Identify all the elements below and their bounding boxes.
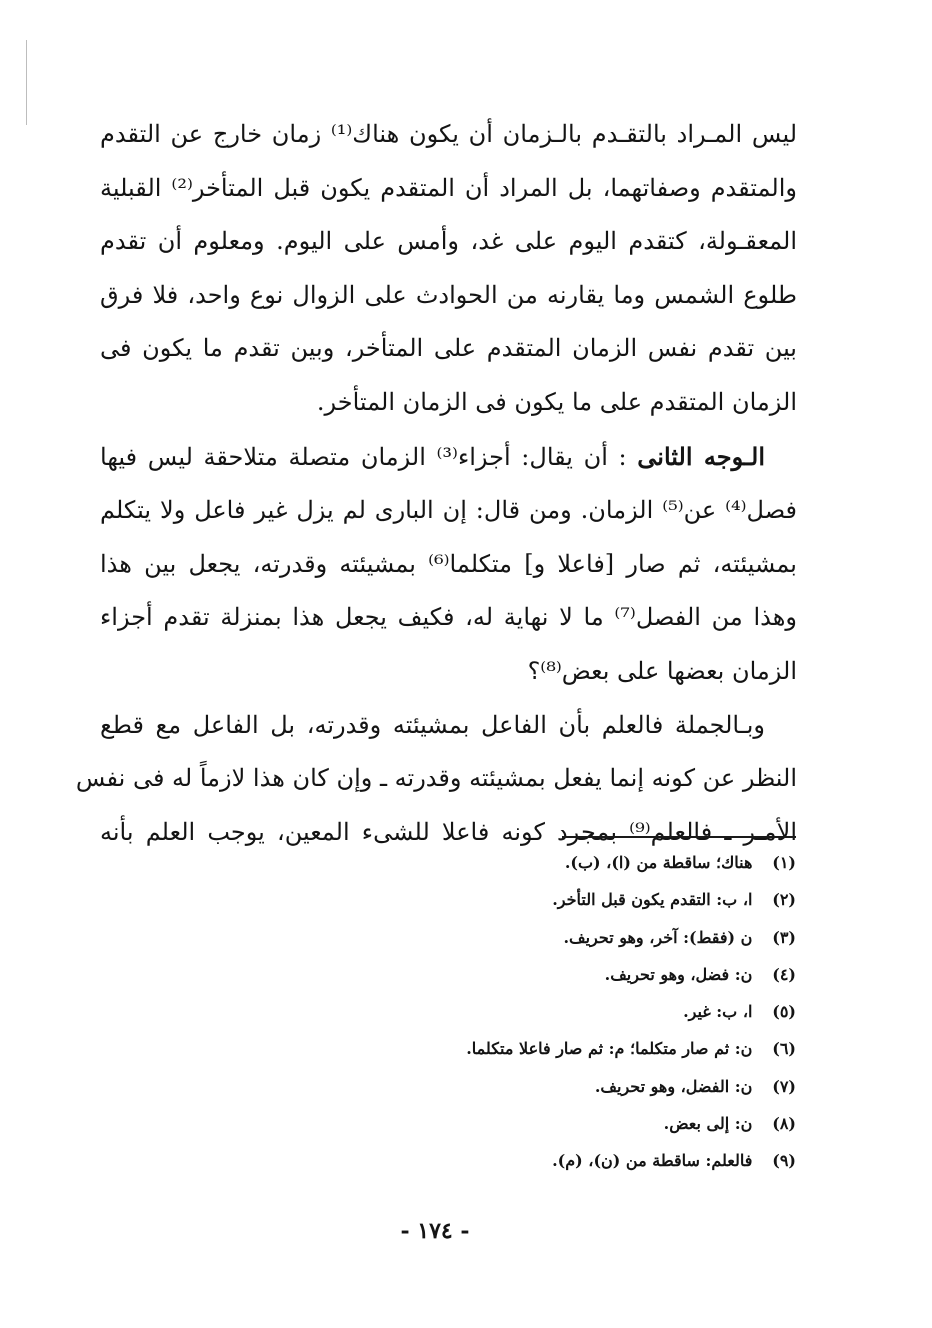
footnote-number: (٧) [772,1076,796,1096]
text-line: بمشيئته، ثم صار [فاعلا و] متكلما⁽⁶⁾ بمشيئته وقدرته، يجعل بين هذا [100,549,797,578]
text-line: ليس المـراد بالتقـدم بالـزمان أن يكون هناك⁽¹⁾ زمان خارج عن التقدم [100,120,798,148]
footnote-number: (٢) [772,890,796,910]
text-line: النظر عن كونه إنما يفعل بمشيئته وقدرته ـ وإن كان هذا لازماً له فى نفس [75,764,797,793]
footnote-number: (٦) [772,1039,796,1059]
footnote-number: (٤) [772,964,796,984]
text-line: وبـالجملة فالعلم بأن الفاعل بمشيئته وقدرته، بل الفاعل مع قطع [100,710,765,739]
text-line: المعقـولة، كتقدم اليوم على غد، وأمس على اليوم. ومعلوم أن تقدم [100,227,797,256]
footnote-number: (٥) [772,1002,796,1022]
text-line: الأمـر ـ فالعلم⁽⁹⁾ بمجرد كونه فاعلا للشىء المعين، يوجب العلم بأنه [100,817,798,846]
text-span: : أن يقال: أجزاء⁽³⁾ الزمان متصلة متلاحقة ليس فيها [100,442,627,471]
text-line: والمتقدم وصفاتهما، بل المراد أن المتقدم يكون قبل المتأخر⁽²⁾ القبلية [100,173,797,202]
footnote-number: (١) [772,853,796,872]
scan-edge-line [26,40,27,125]
text-line: الزمان بعضها على بعض⁽⁸⁾؟ [527,656,797,685]
footnote [196,923,796,960]
footnote-text: ا، ب: غير. [683,1002,753,1022]
footnote-text: ن: الفضل، وهو تحريف. [594,1076,753,1096]
footnote [196,960,796,997]
footnote-text: هناك؛ ساقطة من (ا)، (ب). [564,853,753,872]
footnote [196,1146,796,1183]
footnote [196,885,796,922]
text-line: فصل⁽⁴⁾ عن⁽⁵⁾ الزمان. ومن قال: إن البارى لم يزل غير فاعل ولا يتكلم [100,496,798,525]
footnote-separator [562,836,796,838]
paragraph-2 [100,430,797,699]
footnotes [196,848,796,1184]
text-line: بين تقدم نفس الزمان المتقدم على المتأخر، وبين تقدم ما يكون فى [100,334,797,363]
text-line: طلوع الشمس وما يقارنه من الحوادث على الزوال نوع واحد، فلا فرق [100,280,797,309]
footnote [196,997,796,1034]
text-line [100,430,797,485]
footnote-text: ا، ب: التقدم يكون قبل التأخر. [552,890,753,910]
footnote-number: (٩) [772,1151,796,1171]
footnote-number: (٣) [772,927,796,947]
page-number: - ١٧٤ - [400,1218,470,1244]
footnote [196,1034,796,1071]
footnote-text: فالعلم: ساقطة من (ن)، (م). [552,1151,753,1171]
footnote-number: (٨) [772,1114,796,1134]
main-text [75,108,798,859]
footnote-text: ن: إلى بعض. [663,1114,753,1134]
section-heading: الـوجه الثانى [637,441,766,471]
text-line: وهذا من الفصل⁽⁷⁾ ما لا نهاية له، فكيف يجعل هذا بمنزلة تقدم أجزاء [100,603,797,632]
paragraph-1 [100,108,797,430]
footnote-text: ن (فقط): آخر، وهو تحريف. [563,927,753,947]
footnote [196,1109,796,1146]
text-line: الزمان المتقدم على ما يكون فى الزمان المتأخر. [316,387,797,416]
footnote [196,848,796,885]
footnote-text: ن: فضل، وهو تحريف. [604,964,753,984]
footnote-text: ن: ثم صار متكلما؛ م: ثم صار فاعلا متكلما. [466,1039,753,1059]
footnote [196,1072,796,1109]
